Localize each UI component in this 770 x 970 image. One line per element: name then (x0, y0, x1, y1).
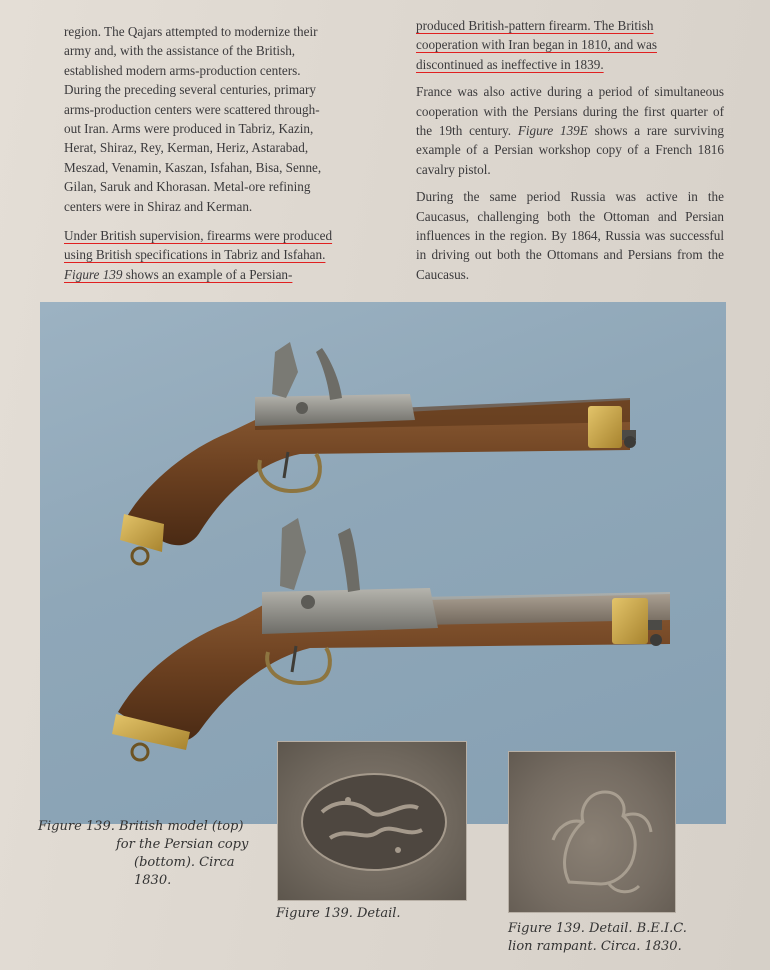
top-pistol-cock (272, 342, 298, 398)
text-run: shows a rare surviving example of a Persian workshop copy of a French 1816 cavalry pistol. (416, 123, 724, 177)
text-line: Gilan, Saruk and Khorasan. Metal-ore refining (64, 179, 311, 195)
inscription-dot (345, 797, 351, 803)
bottom-pistol-cock (280, 518, 306, 590)
lion-illustration (509, 752, 675, 912)
bottom-pistol-screw (301, 595, 315, 609)
caption-line: Figure 139. Detail. B.E.I.C. (508, 921, 687, 936)
bottom-pistol-frizzen (338, 528, 360, 592)
right-paragraph-1 (416, 16, 724, 74)
right-paragraph-3 (416, 187, 724, 284)
bottom-pistol-rod-end (650, 634, 662, 646)
left-paragraph-1 (64, 22, 370, 216)
cartouche-oval (302, 774, 446, 870)
right-paragraph-2 (416, 82, 724, 179)
top-pistol-nose-cap (588, 406, 622, 448)
caption-line: Figure 139. British model (top) (38, 819, 244, 834)
caption-line: (bottom). Circa 1830. (134, 855, 235, 888)
lion-leg (609, 884, 639, 892)
text-line: arms-production centers were scattered through- (64, 101, 320, 117)
detail-caption-1: Figure 139. Detail. (276, 906, 401, 921)
top-pistol-ring (132, 548, 148, 564)
left-paragraph-2 (64, 226, 370, 284)
top-pistol-screw (296, 402, 308, 414)
underlined-line: produced British-pattern firearm. The British (416, 18, 654, 33)
bottom-pistol-rod-tip (648, 620, 662, 630)
lion-outline (565, 792, 636, 884)
bottom-pistol-lockplate (262, 588, 438, 634)
text-line: army and, with the assistance of the British, (64, 43, 296, 59)
text-line: established modern arms-production centers. (64, 62, 301, 78)
text-line: out Iran. Arms were produced in Tabriz, Kazin, (64, 121, 314, 137)
underlined-line: cooperation with Iran began in 1810, and was (416, 37, 657, 53)
left-text-column (64, 22, 370, 292)
cartouche-illustration (278, 742, 466, 900)
lion-paw (553, 821, 583, 840)
caption-line: lion rampant. Circa. 1830. (508, 939, 682, 954)
lion-tail (623, 814, 651, 832)
detail-caption-2 (508, 920, 728, 956)
right-text-column (416, 16, 724, 292)
bottom-pistol (112, 518, 670, 760)
inscription-dot (395, 847, 401, 853)
caption-line: for the Persian copy (116, 837, 249, 852)
detail-photo-lion (509, 752, 675, 912)
text-line: During the preceding several centuries, primary (64, 82, 316, 98)
top-pistol-rod-end (624, 436, 636, 448)
underlined-line: discontinued as ineffective in 1839. (416, 56, 604, 72)
top-pistol (120, 342, 636, 564)
main-figure-caption (38, 818, 270, 890)
figure-reference: Figure 139 (64, 266, 123, 282)
top-pistol-frizzen (316, 348, 342, 400)
underlined-line: using British specifications in Tabriz and Isfahan. (64, 247, 326, 263)
figure-reference: Figure 139E (517, 123, 588, 139)
text-run: shows an example of a Persian- (122, 266, 293, 282)
bottom-pistol-ring (132, 744, 148, 760)
bottom-pistol-nose-cap (612, 598, 648, 644)
underlined-line (64, 267, 292, 282)
underlined-line: Under British supervision, firearms were produced (64, 228, 333, 244)
text-line: Meszad, Venamin, Kaszan, Isfahan, Bisa, Senne, (64, 159, 322, 175)
text-run: During the same period Russia was active in the Caucasus, challenging both the Ottoman and Persian influences in the region. By 1864, Russia was successful in driving out both the Ottomans and Persians from the Caucasus. (416, 189, 724, 282)
text-run: France was also active during a period of simultaneous cooperation with the Persians during the first quarter of the 19th century. (416, 84, 724, 139)
text-line: centers were in Shiraz and Kerman. (64, 198, 253, 214)
text-line: Herat, Shiraz, Rey, Kerman, Heriz, Astarabad, (64, 140, 309, 156)
detail-photo-cartouche (278, 742, 466, 900)
text-line: region. The Qajars attempted to modernize their (64, 24, 318, 39)
